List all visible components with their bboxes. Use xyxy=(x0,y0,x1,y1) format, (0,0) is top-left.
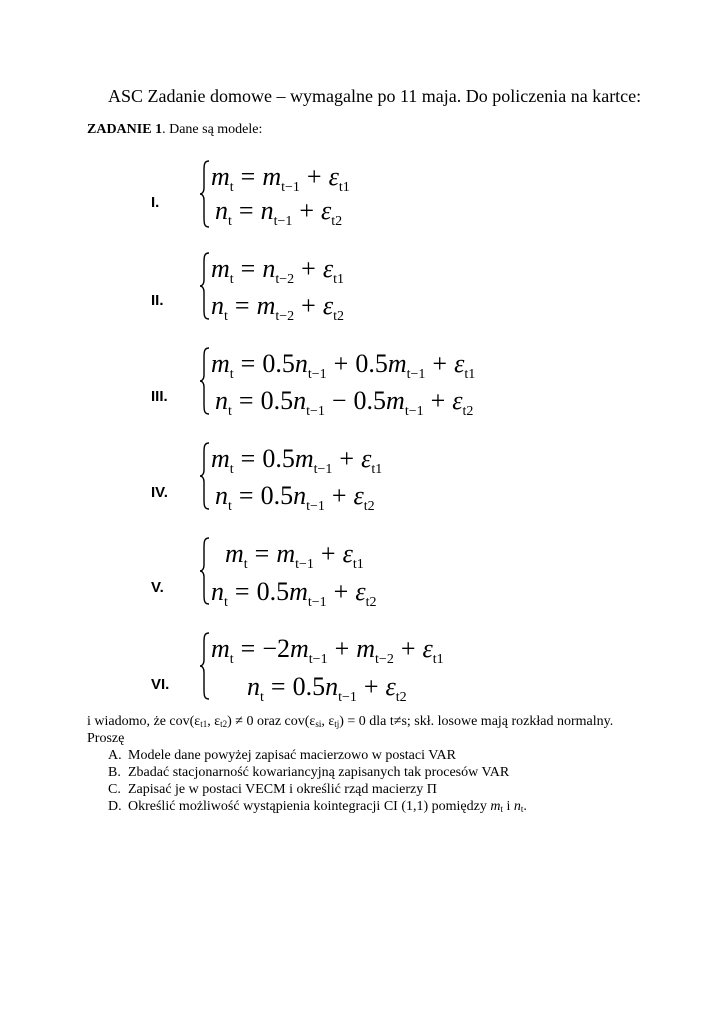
model-label: V. xyxy=(151,579,164,596)
list-item: A. Modele dane powyżej zapisać macierzowo w postaci VAR xyxy=(108,748,456,763)
brace-icon xyxy=(199,346,211,416)
task-list xyxy=(87,747,647,815)
equation: $n_t = 0.5n_{t-1} + \varepsilon_{t2}$ xyxy=(215,481,375,514)
equation: $n_t = m_{t-2} + \varepsilon_{t2}$ xyxy=(211,291,344,324)
model-label: II. xyxy=(151,292,164,309)
task-heading-line xyxy=(87,122,262,138)
equation: $m_t = n_{t-2} + \varepsilon_{t1}$ xyxy=(211,254,344,287)
prosze-line: Proszę xyxy=(87,731,125,746)
list-item: D. Określić możliwość wystąpienia kointegracji CI (1,1) pomiędzy $m_t$ i $n_t$. xyxy=(108,799,527,814)
brace-icon xyxy=(199,631,211,701)
model-label: IV. xyxy=(151,484,168,501)
equation: $n_t = 0.5m_{t-1} + \varepsilon_{t2}$ xyxy=(211,577,377,610)
equation: $n_t = 0.5n_{t-1} + \varepsilon_{t2}$ xyxy=(247,672,407,705)
task-intro: . Dane są modele: xyxy=(162,122,263,137)
equation: $m_t = 0.5n_{t-1} + 0.5m_{t-1} + \varepsilon_{t1}$ xyxy=(211,349,476,382)
model-label: I. xyxy=(151,194,160,211)
equation: $m_t = -2m_{t-1} + m_{t-2} + \varepsilon_{t1}$ xyxy=(211,634,444,667)
list-item: C. Zapisać je w postaci VECM i określić rząd macierzy Π xyxy=(108,782,437,797)
brace-icon xyxy=(199,536,211,606)
task-heading: ZADANIE 1 xyxy=(87,122,163,137)
brace-icon xyxy=(199,251,211,321)
equation: $n_t = 0.5n_{t-1} - 0.5m_{t-1} + \varepsilon_{t2}$ xyxy=(215,386,474,419)
model-label: VI. xyxy=(151,676,170,693)
footer-text xyxy=(87,713,647,815)
covariance-note: i wiadomo, że $cov(\varepsilon_{t1}$, $\varepsilon_{t2}) \ne 0$ oraz $cov(\varepsilon_{si}$, $\varepsilon_{tj}) = 0$ dla t≠s; skł. losowe mają rozkład normalny. xyxy=(87,714,614,729)
equation: $n_t = n_{t-1} + \varepsilon_{t2}$ xyxy=(215,196,343,229)
equation: $m_t = 0.5m_{t-1} + \varepsilon_{t1}$ xyxy=(211,444,383,477)
equation: $m_t = m_{t-1} + \varepsilon_{t1}$ xyxy=(211,162,350,195)
brace-icon xyxy=(199,441,211,511)
brace-icon xyxy=(199,159,211,229)
page-title: ASC Zadanie domowe – wymagalne po 11 maja. Do policzenia na kartce: xyxy=(108,86,642,106)
equation: $m_t = m_{t-1} + \varepsilon_{t1}$ xyxy=(225,539,364,572)
list-item: B. Zbadać stacjonarność kowariancyjną zapisanych tak procesów VAR xyxy=(108,765,510,780)
model-label: III. xyxy=(151,388,168,405)
